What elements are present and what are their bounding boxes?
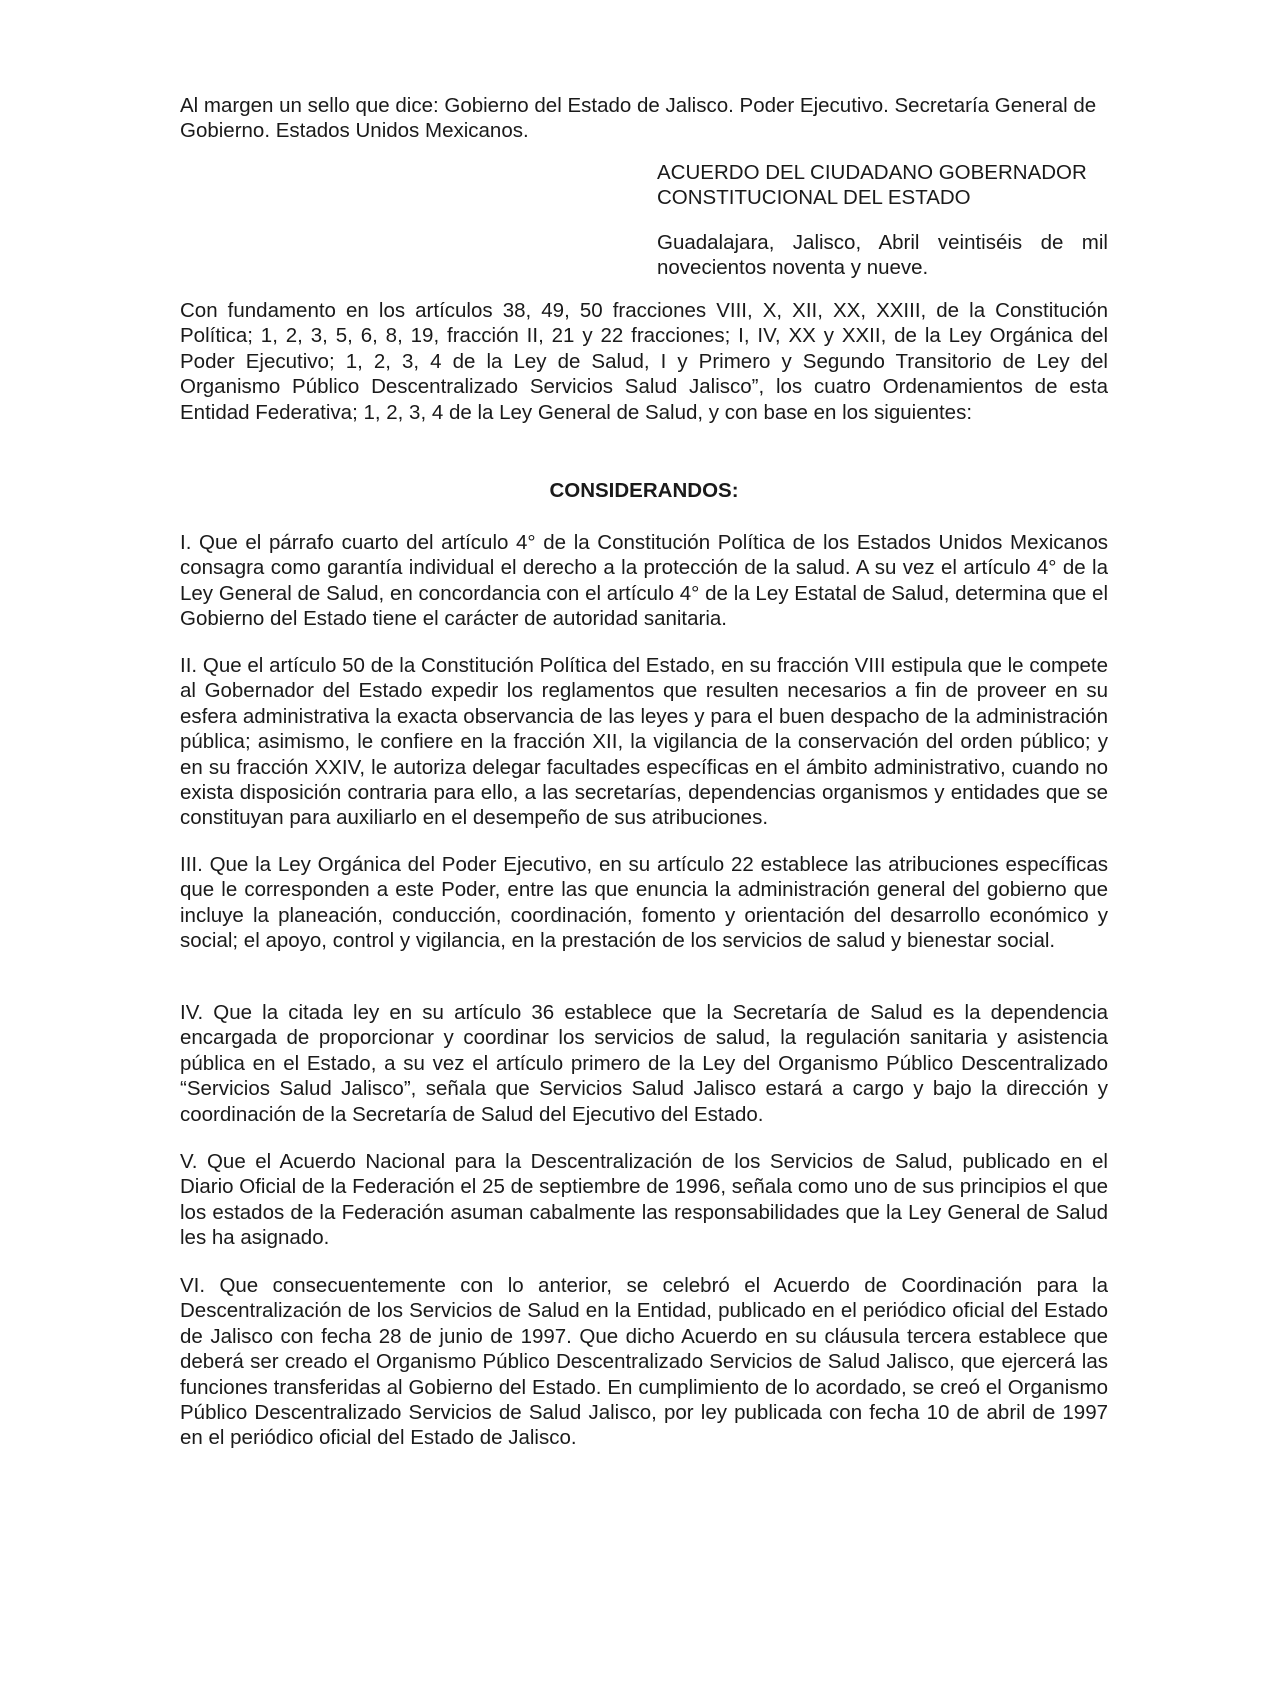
legal-basis-paragraph: Con fundamento en los artículos 38, 49, 50 fracciones VIII, X, XII, XX, XXIII, de la Constitución Política; 1, 2, 3, 5, 6, 8, 19, fracción II, 21 y 22 fracciones; I, IV, XX y XXII, de la Ley Orgánica del Poder Ejecutivo; 1, 2, 3, 4 de la Ley de Salud, I y Primero y Segundo Transitorio de Ley del Organismo Público Descentralizado Servicios Salud Jalisco”, los cuatro Ordenamientos de esta Entidad Federativa; 1, 2, 3, 4 de la Ley General de Salud, y con base en los siguientes:: [180, 299, 1108, 424]
agreement-title: ACUERDO DEL CIUDADANO GOBERNADOR CONSTITUCIONAL DEL ESTADO: [657, 161, 1087, 210]
considerando-i: I. Que el párrafo cuarto del artículo 4° de la Constitución Política de los Estados Unidos Mexicanos consagra como garantía individual el derecho a la protección de la salud. A su vez el artículo 4° de la Ley General de Salud, en concordancia con el artículo 4° de la Ley Estatal de Salud, determina que el Gobierno del Estado tiene el carácter de autoridad sanitaria.: [180, 531, 1108, 631]
header-note: Al margen un sello que dice: Gobierno del Estado de Jalisco. Poder Ejecutivo. Secretaría General de Gobierno. Estados Unidos Mexicanos.: [180, 94, 1097, 143]
considerando-vi: VI. Que consecuentemente con lo anterior, se celebró el Acuerdo de Coordinación para la Descentralización de los Servicios de Salud en la Entidad, publicado en el periódico oficial del Estado de Jalisco con fecha 28 de junio de 1997. Que dicho Acuerdo en su cláusula tercera establece que deberá ser creado el Organismo Público Descentralizado Servicios de Salud Jalisco, que ejercerá las funciones transferidas al Gobierno del Estado. En cumplimiento de lo acordado, se creó el Organismo Público Descentralizado Servicios de Salud Jalisco, por ley publicada con fecha 10 de abril de 1997 en el periódico oficial del Estado de Jalisco.: [180, 1274, 1108, 1450]
place-date: Guadalajara, Jalisco, Abril veintiséis de mil novecientos noventa y nueve.: [657, 231, 1108, 280]
considerando-iv: IV. Que la citada ley en su artículo 36 establece que la Secretaría de Salud es la dependencia encargada de proporcionar y coordinar los servicios de salud, la regulación sanitaria y asistencia pública en el Estado, a su vez el artículo primero de la Ley del Organismo Público Descentralizado “Servicios Salud Jalisco”, señala que Servicios Salud Jalisco estará a cargo y bajo la dirección y coordinación de la Secretaría de Salud del Ejecutivo del Estado.: [180, 1001, 1108, 1126]
considerando-v: V. Que el Acuerdo Nacional para la Descentralización de los Servicios de Salud, publicado en el Diario Oficial de la Federación el 25 de septiembre de 1996, señala como uno de sus principios el que los estados de la Federación asuman cabalmente las responsabilidades que la Ley General de Salud les ha asignado.: [180, 1150, 1108, 1250]
considerandos-heading: CONSIDERANDOS:: [549, 479, 739, 502]
considerando-iii: III. Que la Ley Orgánica del Poder Ejecutivo, en su artículo 22 establece las atribuciones específicas que le corresponden a este Poder, entre las que enuncia la administración general del gobierno que incluye la planeación, conducción, coordinación, fomento y orientación del desarrollo económico y social; el apoyo, control y vigilancia, en la prestación de los servicios de salud y bienestar social.: [180, 853, 1108, 953]
considerando-ii: II. Que el artículo 50 de la Constitución Política del Estado, en su fracción VIII estipula que le compete al Gobernador del Estado expedir los reglamentos que resulten necesarios a fin de proveer en su esfera administrativa la exacta observancia de las leyes y para el buen despacho de la administración pública; asimismo, le confiere en la fracción XII, la vigilancia de la conservación del orden público; y en su fracción XXIV, le autoriza delegar facultades específicas en el ámbito administrativo, cuando no exista disposición contraria para ello, a las secretarías, dependencias organismos y entidades que se constituyan para auxiliarlo en el desempeño de sus atribuciones.: [180, 654, 1108, 830]
